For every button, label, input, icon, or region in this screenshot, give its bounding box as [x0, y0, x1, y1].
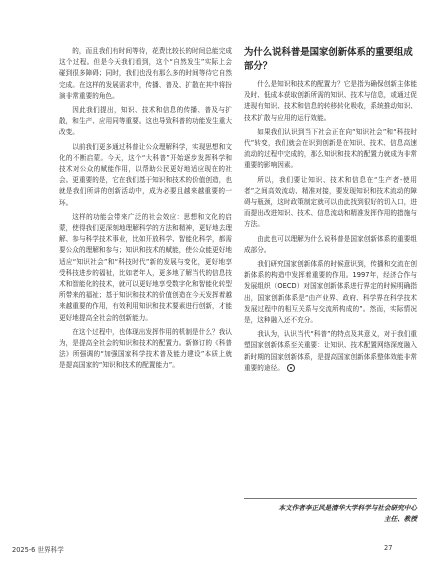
- paragraph-final-text: 我认为，认识当代“科普”的特点及其意义，对于我们重塑国家创新体系至关重要：让知识、技术配置网络深度融入新时期的国家创新体系，是提高国家创新体系整体效能非常重要的途径。: [244, 330, 417, 372]
- section-heading: 为什么说科普是国家创新体系的重要组成部分？: [244, 47, 413, 72]
- end-mark-icon: [287, 364, 295, 372]
- paragraph: 我们研究国家创新体系的时候意识到，传播和交流在创新体系的构造中发挥着重要的作用。1997年，经济合作与发展组织（OECD）对国家创新体系进行界定的时候明确指出，国家创新体系是“由产业界、政府、科学界在科学技术发展过程中的相互关系与交流所构成的”。然而，实际情况是，这种融入还不充分。: [244, 260, 417, 325]
- paragraph: 在这个过程中，也体现出发挥作用的机制是什么？我认为，是提高全社会的知识和技术的配置力。新修订的《科普法》所强调的“加强国家科学技术普及能力建设”本质上就是提高国家的“知识和技术的配置能力”。: [59, 327, 232, 370]
- right-column: [244, 46, 417, 377]
- left-column: [59, 46, 232, 375]
- paragraph: 所以，我们要让知识、技术和信息在“生产者-使用者”之间高效流动、精准对接，要发现知识和技术流动的障碍与瓶颈，这时政策制定就可以由此找到很好的切入口，进而提出改进知识、技术、信息流动和精准发挥作用的措施与方法。: [244, 175, 417, 229]
- author-note-line2: 主任、教授: [384, 515, 417, 523]
- paragraph: 这样的功能会带来广泛的社会效应：思想和文化的启蒙，使得我们更深刻地理解科学的方法和精神，更好地去理解、参与科学技术事业，比如开放科学、智能化科学，都需要公众的理解和参与；知识和技术的赋能，使公众能更好地适应“知识社会”和“科技时代”新的发展与变化，更好地享受科技进步的福祉，比如老年人，更多地了解当代的信息技术和智能化的技术，就可以更好地享受数字化和智能化转型所带来的福祉；基于知识和技术的价值创造在今天发挥着越来越重要的作用，有效利用知识和技术要素进行创新，才能更好地提高全社会的创新能力。: [59, 212, 232, 322]
- author-divider: [244, 498, 417, 499]
- page-number: 27: [384, 544, 393, 552]
- author-note: [244, 503, 417, 525]
- paragraph-final: [244, 329, 417, 374]
- issue-label: 2025-6 世界科学: [12, 546, 64, 554]
- paragraph: 由此也可以理解为什么说科普是国家创新体系的重要组成部分。: [244, 234, 417, 254]
- author-note-line1: 本文作者李正风是清华大学科学与社会研究中心: [278, 504, 417, 512]
- paragraph: 因此我们提出，知识、技术和信息的传播、普及与扩散，和生产、应用同等重要。这也导致科普的功能发生重大改变。: [59, 106, 232, 137]
- paragraph: 以前我们更多通过科普让公众理解科学，实现思想和文化的不断启蒙。今天，这个“大科普”开始逐步发挥科学和技术对公众的赋能作用，以帮助公民更好地适应现在的社会。更重要的是，它在我们基于知识和技术的价值创造，也就是我们所讲的创新活动中，成为必要且越来越重要的一环。: [59, 142, 232, 207]
- paragraph: 的，而且我们有时间等待，花费比较长的时间总能完成这个过程。但是今天我们看到，这个“自然发生”实际上会碰到很多障碍；同时，我们也没有那么多的时间等待它自然完成。在这样的发展需求中，传播、普及、扩散在其中将扮演非常重要的角色。: [59, 47, 232, 100]
- paragraph: 什么是知识和技术的配置力？它是指为确保创新主体能及时、低成本获取创新所需的知识、技术与信息，或通过促进现有知识、技术和信息的转移转化吸收，系统推动知识、技术扩散与应用的运行效能。: [244, 80, 417, 122]
- paragraph: 如果我们认识到当下社会正在向“知识社会”和“科技时代”转变，我们就会在识到创新是在知识、技术、信息高速流动的过程中完成的，那么知识和技术的配置力就成为非常重要的影响因素。: [244, 127, 417, 170]
